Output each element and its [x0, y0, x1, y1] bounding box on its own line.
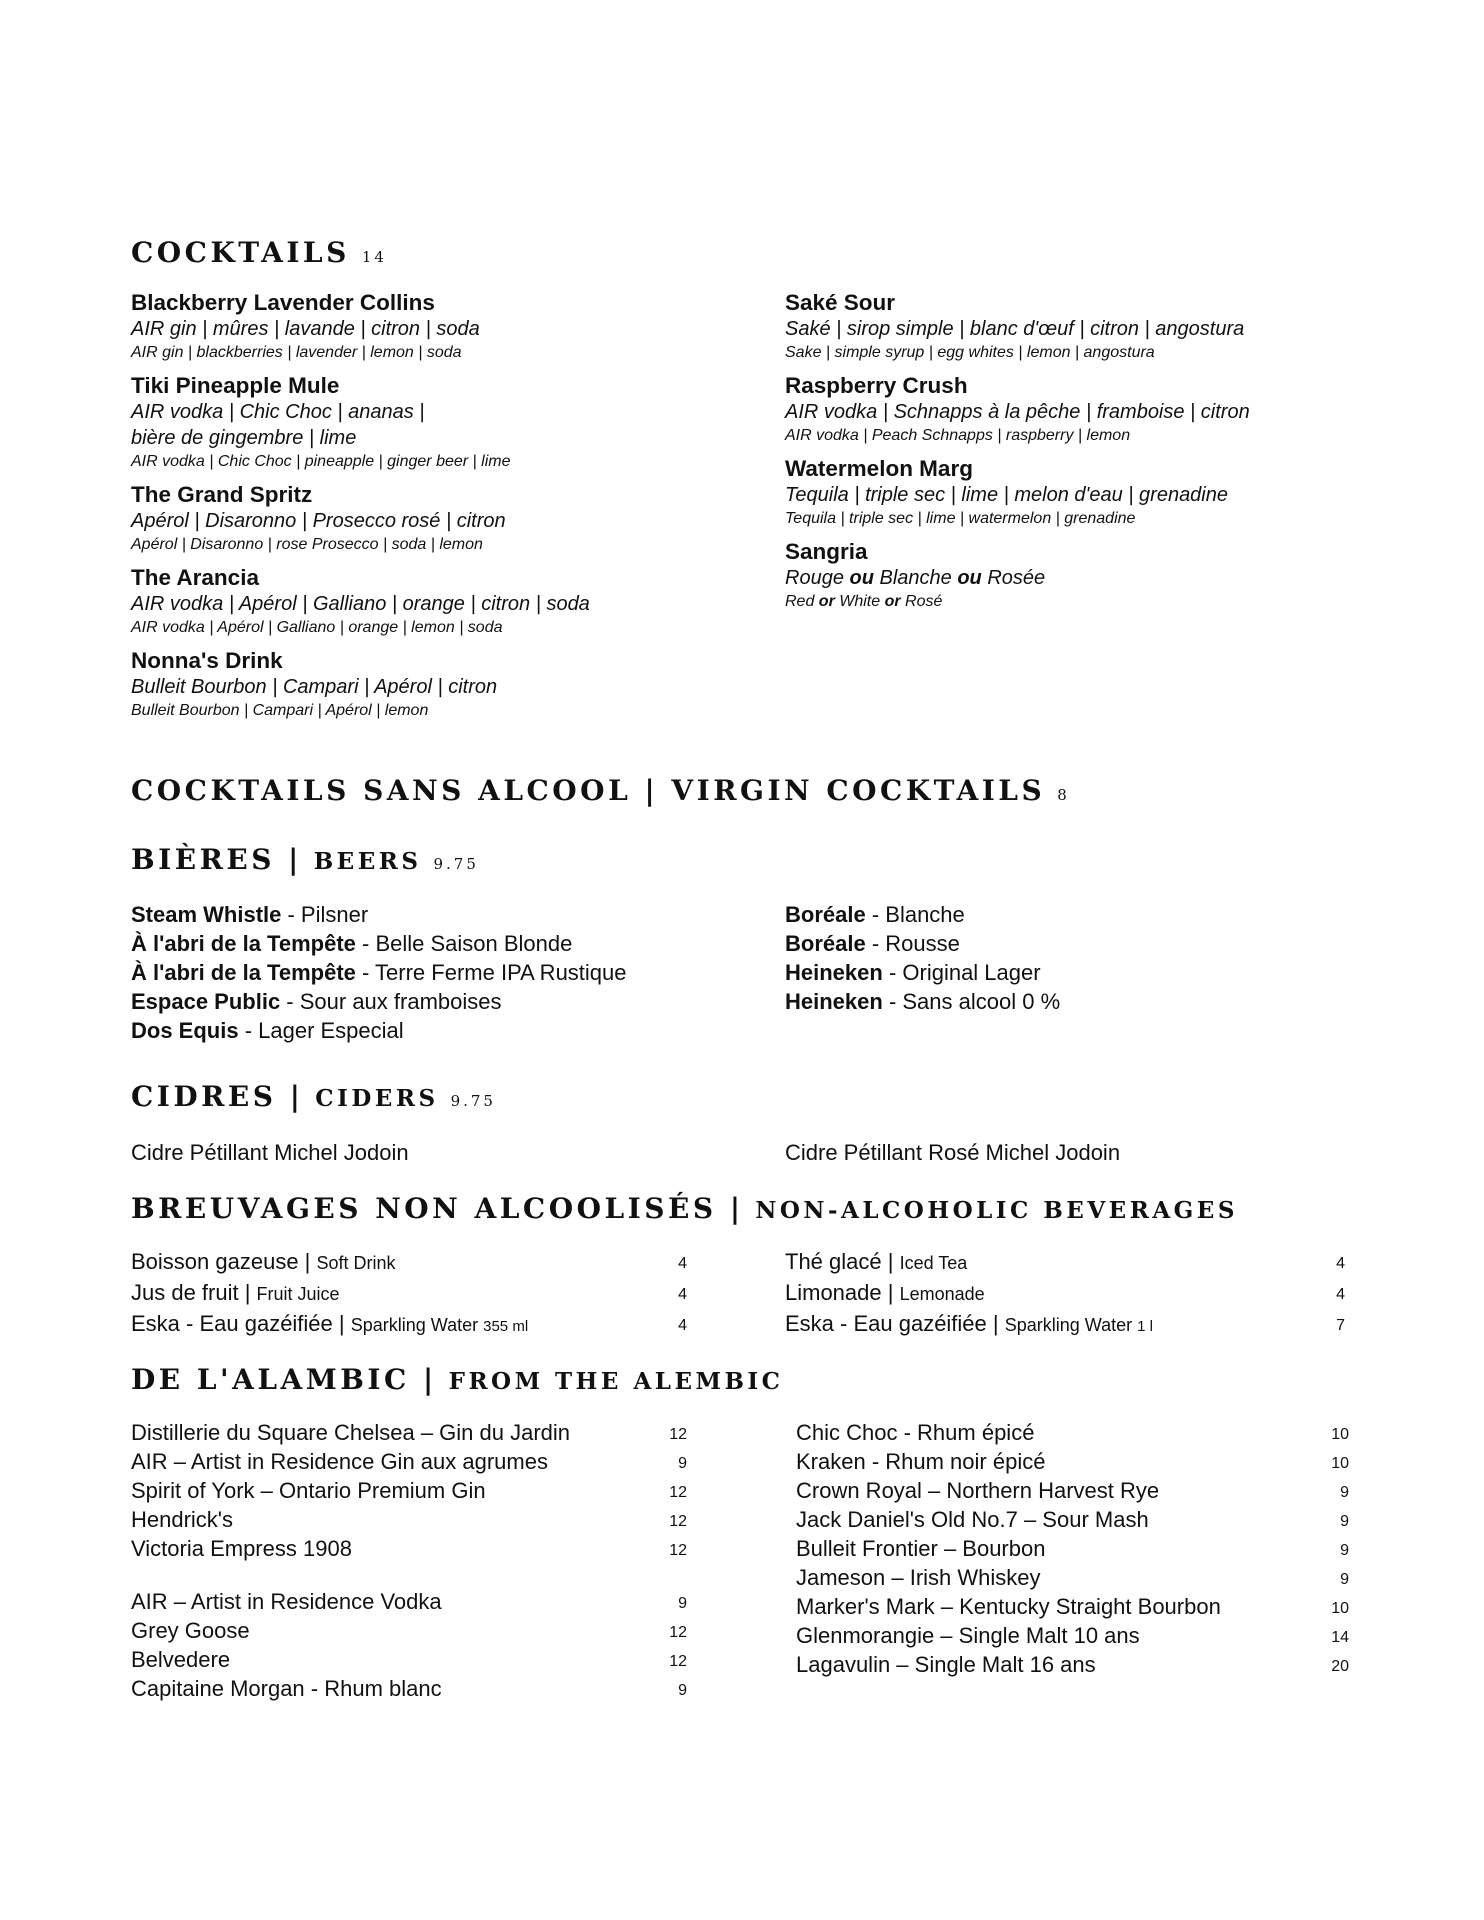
cocktail-name: The Grand Spritz: [131, 482, 313, 507]
cocktails-price: 14: [361, 248, 387, 266]
cocktail-item: [131, 481, 711, 556]
spirit-price: 9: [1340, 1571, 1349, 1588]
cocktail-ingredients-fr: bière de gingembre | lime: [131, 427, 357, 449]
spirit-price: 12: [669, 1426, 687, 1443]
cider-item: Cidre Pétillant Rosé Michel Jodoin: [785, 1140, 1121, 1165]
beer-style: - Original Lager: [882, 960, 1041, 985]
spirit-row: [131, 1616, 687, 1645]
sangria-or: ou: [957, 567, 982, 589]
beverage-name-en: Fruit Juice: [256, 1284, 340, 1304]
beverage-row: [131, 1309, 687, 1341]
beers-right-column: [785, 900, 1060, 1016]
beverage-name-fr: Limonade |: [785, 1280, 900, 1305]
virgin-title: COCKTAILS SANS ALCOOL | VIRGIN COCKTAILS: [131, 774, 1046, 807]
beers-title-fr: BIÈRES |: [131, 843, 302, 876]
spirit-price: 12: [669, 1624, 687, 1641]
beer-item: [785, 987, 1060, 1016]
cocktail-name: The Arancia: [131, 565, 259, 590]
beer-brand: À l'abri de la Tempête: [131, 960, 356, 985]
cocktail-ingredients-fr: Saké | sirop simple | blanc d'œuf | citron | angostura: [785, 318, 1245, 340]
beverage-row: [131, 1247, 687, 1278]
spirit-row: [796, 1563, 1349, 1592]
spirit-price: 12: [669, 1484, 687, 1501]
spirit-name: Chic Choc - Rhum épicé: [796, 1420, 1035, 1445]
spirit-row: [131, 1447, 687, 1476]
cocktail-ingredients-en: AIR vodka | Apérol | Galliano | orange | lemon | soda: [131, 619, 503, 636]
beverage-row: [785, 1278, 1345, 1309]
beverage-name-en: Sparkling Water: [350, 1315, 484, 1335]
beer-brand: Dos Equis: [131, 1018, 239, 1043]
spirit-name: AIR – Artist in Residence Vodka: [131, 1589, 442, 1614]
cocktail-name: Tiki Pineapple Mule: [131, 373, 340, 398]
beverage-price: 4: [678, 1286, 687, 1303]
nonalc-left-column: [131, 1247, 687, 1341]
beverage-row: [785, 1309, 1345, 1341]
beverage-name-fr: Boisson gazeuse |: [131, 1249, 317, 1274]
alembic-right-column: [796, 1418, 1349, 1679]
spirit-row: [796, 1534, 1349, 1563]
beverage-price: 4: [678, 1255, 687, 1272]
spirit-price: 9: [1340, 1542, 1349, 1559]
cocktail-ingredients-fr: AIR vodka | Schnapps à la pêche | framboise | citron: [785, 401, 1250, 423]
spirit-price: 10: [1331, 1455, 1349, 1472]
cocktail-ingredients-en: Tequila | triple sec | lime | watermelon | grenadine: [785, 510, 1136, 527]
spirit-name: Grey Goose: [131, 1618, 250, 1643]
spirit-price: 10: [1331, 1600, 1349, 1617]
beer-style: - Belle Saison Blonde: [355, 931, 573, 956]
spirit-row: [131, 1534, 687, 1563]
beverage-name-fr: Jus de fruit |: [131, 1280, 257, 1305]
cocktail-item: [131, 647, 711, 722]
beverage-name-en: Iced Tea: [899, 1253, 968, 1273]
cocktail-item: [785, 372, 1385, 447]
spirit-name: Hendrick's: [131, 1507, 234, 1532]
alembic-title-en: FROM THE ALEMBIC: [448, 1368, 784, 1395]
beverage-name-en: Sparkling Water: [1004, 1315, 1138, 1335]
cocktails-right-column: [785, 289, 1385, 621]
beer-brand: Heineken: [785, 989, 883, 1014]
beverage-name-fr: Eska - Eau gazéifiée |: [131, 1311, 351, 1336]
virgin-cocktails-heading: [131, 774, 1070, 807]
beers-left-column: [131, 900, 627, 1045]
cocktail-ingredients-en: AIR vodka | Peach Schnapps | raspberry | lemon: [785, 427, 1131, 444]
cocktail-ingredients-fr: Tequila | triple sec | lime | melon d'eau | grenadine: [785, 484, 1228, 506]
spirit-row: [131, 1505, 687, 1534]
spirit-price: 12: [669, 1513, 687, 1530]
non-alcoholic-heading: [131, 1192, 1238, 1225]
cocktail-item: [131, 564, 711, 639]
cocktail-name: Blackberry Lavender Collins: [131, 290, 435, 315]
cocktail-ingredients-en: Bulleit Bourbon | Campari | Apérol | lemon: [131, 702, 429, 719]
spirit-name: AIR – Artist in Residence Gin aux agrumes: [131, 1449, 548, 1474]
beverage-size: 355 ml: [483, 1318, 529, 1335]
spirit-row: [131, 1418, 687, 1447]
spirit-name: Spirit of York – Ontario Premium Gin: [131, 1478, 486, 1503]
beverage-price: 4: [1336, 1286, 1345, 1303]
beverage-name-fr: Thé glacé |: [785, 1249, 900, 1274]
sangria-option: Rouge: [785, 567, 850, 589]
beer-style: - Rousse: [865, 931, 960, 956]
ciders-title-en: CIDERS: [315, 1085, 439, 1112]
nonalc-title-fr: BREUVAGES NON ALCOOLISÉS |: [131, 1192, 744, 1225]
spacer: [131, 1563, 687, 1587]
nonalc-right-column: [785, 1247, 1345, 1341]
spirit-row: [131, 1674, 687, 1703]
spirit-row: [131, 1645, 687, 1674]
sangria-option: Rosée: [981, 567, 1046, 589]
cocktail-name: Nonna's Drink: [131, 648, 283, 673]
spirit-name: Jameson – Irish Whiskey: [796, 1565, 1041, 1590]
spirit-row: [796, 1621, 1349, 1650]
cocktail-ingredients-en: AIR gin | blackberries | lavender | lemon | soda: [131, 344, 462, 361]
beer-brand: Steam Whistle: [131, 902, 282, 927]
spirit-price: 12: [669, 1542, 687, 1559]
spirit-name: Kraken - Rhum noir épicé: [796, 1449, 1046, 1474]
cocktail-ingredients-fr: AIR vodka | Apérol | Galliano | orange | citron | soda: [131, 593, 590, 615]
cocktail-ingredients-fr: Bulleit Bourbon | Campari | Apérol | citron: [131, 676, 498, 698]
beer-item: [131, 929, 627, 958]
cocktails-heading: [131, 236, 387, 269]
beer-style: - Pilsner: [281, 902, 369, 927]
sangria-or: or: [818, 593, 835, 610]
cocktail-name: Raspberry Crush: [785, 373, 968, 398]
spirit-row: [796, 1505, 1349, 1534]
cocktail-ingredients-en: Apérol | Disaronno | rose Prosecco | soda | lemon: [131, 536, 483, 553]
cocktail-item: [131, 372, 711, 473]
alembic-title-fr: DE L'ALAMBIC |: [131, 1363, 437, 1396]
alembic-heading: [131, 1363, 783, 1396]
beer-style: - Lager Especial: [238, 1018, 404, 1043]
cider-item: Cidre Pétillant Michel Jodoin: [131, 1140, 409, 1165]
beer-item: [785, 958, 1060, 987]
ciders-heading: [131, 1080, 496, 1113]
beverage-size: 1 l: [1137, 1318, 1153, 1335]
spirit-name: Jack Daniel's Old No.7 – Sour Mash: [796, 1507, 1149, 1532]
spirit-row: [796, 1447, 1349, 1476]
cocktail-ingredients-en: AIR vodka | Chic Choc | pineapple | ginger beer | lime: [131, 453, 511, 470]
cocktail-item: [131, 289, 711, 364]
sangria-option: Blanche: [873, 567, 958, 589]
spirit-price: 12: [669, 1653, 687, 1670]
spirit-price: 9: [678, 1682, 687, 1699]
beverage-price: 4: [1336, 1255, 1345, 1272]
spirit-name: Lagavulin – Single Malt 16 ans: [796, 1652, 1096, 1677]
sangria-option: Rosé: [900, 593, 943, 610]
beverage-price: 4: [678, 1317, 687, 1334]
spirit-price: 9: [678, 1595, 687, 1612]
cocktail-name: Sangria: [785, 539, 868, 564]
beer-item: [785, 929, 1060, 958]
spirit-name: Victoria Empress 1908: [131, 1536, 352, 1561]
beer-style: - Terre Ferme IPA Rustique: [355, 960, 627, 985]
ciders-title-fr: CIDRES |: [131, 1080, 304, 1113]
cocktail-item: [785, 289, 1385, 364]
beers-title-en: BEERS: [313, 848, 422, 875]
sangria-option: White: [834, 593, 885, 610]
virgin-price: 8: [1057, 786, 1070, 804]
beer-style: - Sans alcool 0 %: [882, 989, 1061, 1014]
spirit-name: Distillerie du Square Chelsea – Gin du Jardin: [131, 1420, 571, 1445]
spirit-row: [796, 1592, 1349, 1621]
beer-brand: Heineken: [785, 960, 883, 985]
spirit-name: Capitaine Morgan - Rhum blanc: [131, 1676, 442, 1701]
beer-style: - Sour aux framboises: [280, 989, 502, 1014]
spirit-name: Crown Royal – Northern Harvest Rye: [796, 1478, 1160, 1503]
beer-brand: Boréale: [785, 902, 866, 927]
spirit-price: 20: [1331, 1658, 1349, 1675]
beer-item: [785, 900, 1060, 929]
spirit-name: Glenmorangie – Single Malt 10 ans: [796, 1623, 1140, 1648]
beverage-name-fr: Eska - Eau gazéifiée |: [785, 1311, 1005, 1336]
beer-item: [131, 958, 627, 987]
spirit-price: 14: [1331, 1629, 1349, 1646]
spirit-price: 9: [1340, 1513, 1349, 1530]
cocktail-item: [785, 455, 1385, 530]
cocktail-ingredients-fr: AIR gin | mûres | lavande | citron | soda: [131, 318, 480, 340]
ciders-price: 9.75: [450, 1092, 496, 1110]
beer-brand: Espace Public: [131, 989, 281, 1014]
cocktail-ingredients-fr: Apérol | Disaronno | Prosecco rosé | citron: [131, 510, 506, 532]
alembic-left-column: [131, 1418, 687, 1703]
beer-item: [131, 1016, 627, 1045]
sangria-options-en: [785, 591, 1385, 613]
spirit-price: 10: [1331, 1426, 1349, 1443]
cocktail-name: Saké Sour: [785, 290, 896, 315]
spirit-name: Belvedere: [131, 1647, 231, 1672]
beer-brand: À l'abri de la Tempête: [131, 931, 356, 956]
spirit-row: [796, 1418, 1349, 1447]
spirit-name: Bulleit Frontier – Bourbon: [796, 1536, 1046, 1561]
cocktail-item-sangria: [785, 538, 1385, 613]
nonalc-title-en: NON-ALCOHOLIC BEVERAGES: [755, 1197, 1238, 1224]
sangria-options-fr: [785, 565, 1385, 591]
beverage-row: [785, 1247, 1345, 1278]
beers-heading: [131, 843, 479, 876]
sangria-option: Red: [785, 593, 819, 610]
spirit-price: 9: [1340, 1484, 1349, 1501]
beverage-row: [131, 1278, 687, 1309]
beer-item: [131, 900, 627, 929]
cocktail-ingredients-fr: AIR vodka | Chic Choc | ananas |: [131, 401, 425, 423]
spirit-row: [131, 1476, 687, 1505]
cocktails-title: COCKTAILS: [131, 236, 350, 269]
sangria-or: or: [884, 593, 901, 610]
spirit-price: 9: [678, 1455, 687, 1472]
cocktail-name: Watermelon Marg: [785, 456, 973, 481]
beer-brand: Boréale: [785, 931, 866, 956]
cocktails-left-column: [131, 289, 711, 730]
spirit-row: [796, 1650, 1349, 1679]
beers-price: 9.75: [433, 855, 479, 873]
spirit-name: Marker's Mark – Kentucky Straight Bourbon: [796, 1594, 1221, 1619]
sangria-or: ou: [849, 567, 874, 589]
beer-item: [131, 987, 627, 1016]
beverage-name-en: Lemonade: [899, 1284, 985, 1304]
beverage-name-en: Soft Drink: [316, 1253, 396, 1273]
spirit-row: [131, 1587, 687, 1616]
beer-style: - Blanche: [865, 902, 965, 927]
cocktail-ingredients-en: Sake | simple syrup | egg whites | lemon | angostura: [785, 344, 1155, 361]
beverage-price: 7: [1336, 1317, 1345, 1334]
spirit-row: [796, 1476, 1349, 1505]
